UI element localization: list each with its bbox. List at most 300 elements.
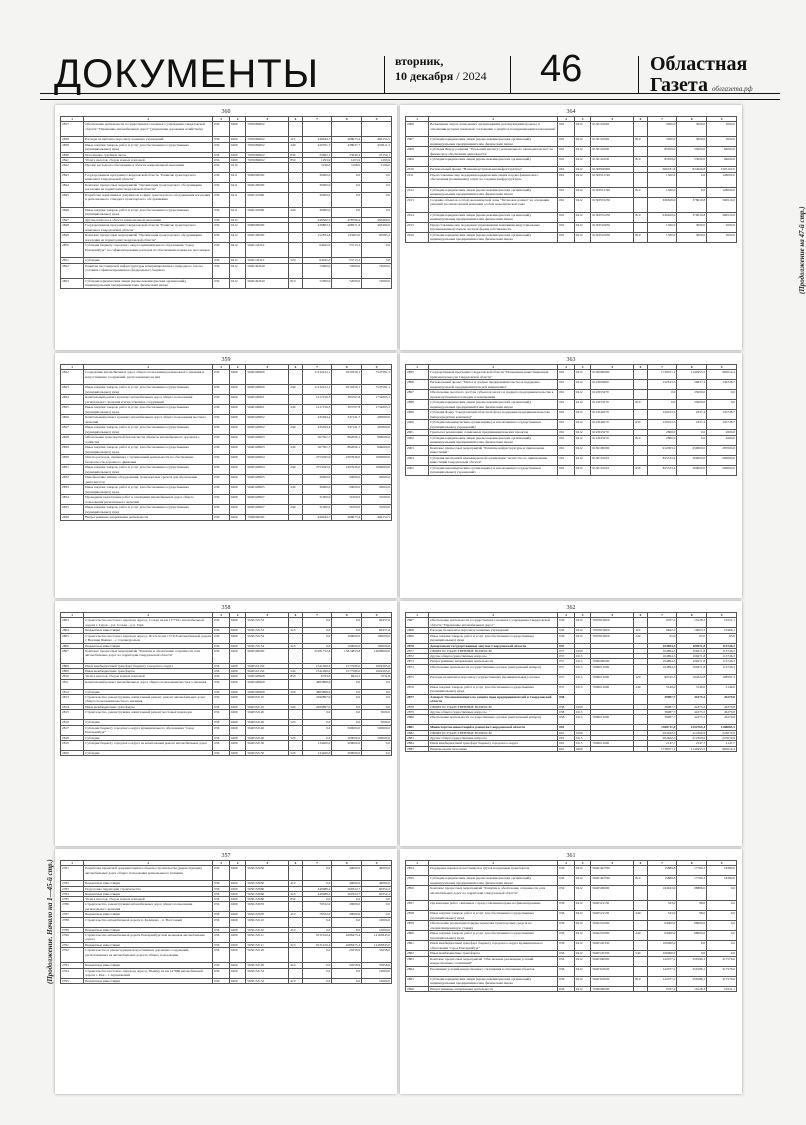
row-number: 2793: [61, 963, 84, 968]
section-code: 0409: [229, 720, 246, 725]
ministry-code: 056: [213, 163, 230, 173]
row-number: 2822: [61, 370, 84, 385]
amount-2025: 446944,7: [302, 515, 332, 520]
expense-type: 850: [289, 157, 302, 162]
expense-type: 850: [289, 897, 302, 902]
expense-type: 850: [289, 674, 302, 679]
amount-2027: 18380,0: [707, 866, 737, 876]
row-description: Капитальный ремонт и ремонт автомобильных дорог общего пользования регионального значения и искусственных сооружений: [84, 395, 213, 405]
section-code: 0409: [229, 475, 246, 485]
ministry-code: 061: [558, 435, 575, 445]
amount-2026: 20000,0: [332, 902, 362, 912]
row-description: Обеспечение деятельности государственного казенного учреждения Свердловской области "Управление автомобильных дорог": [429, 618, 558, 628]
row-number: 2812: [61, 689, 84, 694]
expense-type: 240: [634, 633, 647, 643]
amount-2025: 100000,0: [647, 951, 677, 956]
ministry-code: 056: [213, 465, 230, 475]
amount-2026: 100000,0: [332, 633, 362, 643]
ministry-code: 056: [558, 628, 575, 633]
table-row: [406, 400, 737, 410]
column-header: 9: [707, 861, 737, 866]
target-code: 6123I55270: [591, 390, 634, 400]
row-description: Непрограммные направления деятельности: [429, 659, 558, 664]
amount-2027: 43279,8: [707, 710, 737, 715]
expense-type: [289, 618, 302, 628]
amount-2027: 40000,0: [362, 881, 392, 886]
row-number: 2838: [61, 137, 84, 142]
amount-2027: 3000,0: [707, 137, 737, 147]
amount-2026: [332, 122, 362, 137]
expense-type: 410: [289, 881, 302, 886]
ministry-code: 056: [213, 695, 230, 705]
ministry-code: 061: [558, 730, 575, 735]
section-code: 0400: [574, 746, 591, 751]
expense-type: [634, 966, 647, 976]
target-code: 7005082Б02: [246, 152, 289, 157]
amount-2025: 64945,0: [302, 243, 332, 258]
amount-2025: 120013,5: [647, 410, 677, 420]
amount-2026: 4286475,4: [332, 933, 362, 943]
ministry-code: 056: [213, 455, 230, 465]
expense-type: 410: [289, 943, 302, 948]
section-code: 0412: [574, 212, 591, 222]
row-number: 2907: [406, 137, 429, 147]
row-number: 2825: [61, 405, 84, 415]
row-description: Обеспечение льготного доступа субъектов малого и среднего предпринимательства к производственным площадям и помещениям: [429, 390, 558, 400]
row-number: 2794: [61, 968, 84, 978]
table-row: [406, 633, 737, 643]
amount-2026: 9310259,1: [332, 385, 362, 395]
target-code: 6123I45270: [591, 430, 634, 435]
amount-2025: 85059,0: [647, 147, 677, 157]
row-number: 2839: [61, 142, 84, 152]
ministry-code: 056: [213, 886, 230, 891]
amount-2025: 30000,0: [302, 183, 332, 193]
target-code: 5640520Б01: [246, 395, 289, 405]
amount-2026: 41675,5: [677, 704, 707, 709]
amount-2027: 1732695,1: [362, 395, 392, 405]
section-code: 0412: [574, 976, 591, 986]
ministry-code: 056: [213, 218, 230, 223]
row-number: 2851: [61, 258, 84, 263]
row-number: 2870: [406, 643, 429, 648]
amount-2026: 1140455,5: [677, 370, 707, 380]
amount-2025: 0,0: [302, 897, 332, 902]
row-description: Иные закупки товаров, работ и услуг для обеспечения государственных (муниципальных) нужд: [84, 465, 213, 475]
row-description: Иные закупки товаров, работ и услуг для обеспечения государственных (муниципальных) нужд: [84, 445, 213, 455]
row-description: ОБЩЕГОСУДАРСТВЕННЫЕ ВОПРОСЫ: [429, 704, 558, 709]
target-code: 7005082Б02: [246, 142, 289, 152]
amount-2027: 1900000,0: [362, 465, 392, 475]
row-description: Обеспечение реализации порядка перевозки транспортных средств на специализированную стоянку: [429, 921, 558, 931]
amount-2025: 134400,0: [302, 740, 332, 750]
table-row: [406, 455, 737, 465]
section-code: 0411: [229, 173, 246, 183]
budget-table: [405, 612, 737, 752]
amount-2025: 0,0: [302, 948, 332, 963]
page-number: 46: [540, 48, 583, 90]
row-description: Субсидии юридическим лицам (кроме некоммерческих организаций): [429, 157, 558, 167]
target-code: 5640520Б05: [246, 485, 289, 495]
amount-2025: 104894,3: [647, 659, 677, 664]
table-row: [61, 193, 392, 208]
column-header: 7: [302, 613, 332, 618]
target-code: 56301SJ153: [246, 618, 289, 628]
section-code: 0409: [229, 152, 246, 157]
amount-2025: 825533,4: [647, 465, 677, 475]
table-row: [61, 866, 392, 881]
expense-type: [289, 455, 302, 465]
amount-2027: 1188085,3: [707, 725, 737, 730]
row-description: Гранты на реализацию социальных предпринимательских проектов: [429, 430, 558, 435]
amount-2026: 31000,0: [332, 495, 362, 505]
table-row: [61, 902, 392, 912]
target-code: 6130110030: [591, 157, 634, 167]
table-row: [61, 435, 392, 445]
target-code: 7009011000: [591, 741, 634, 746]
section-code: 0409: [229, 648, 246, 663]
amount-2027: 1900000,0: [362, 455, 392, 465]
target-code: 56405SJ120: [246, 720, 289, 725]
expense-type: [289, 243, 302, 258]
ministry-code: 056: [213, 710, 230, 720]
target-code: 6123I40270: [591, 420, 634, 430]
table-row: [61, 278, 392, 288]
column-header: 1: [61, 613, 84, 618]
amount-2026: 0,0: [332, 183, 362, 193]
column-header: 3: [558, 365, 575, 370]
target-code: 5640110060: [246, 208, 289, 218]
document-sheet-363: [400, 353, 742, 598]
target-code: 56405SJ140: [246, 735, 289, 740]
newspaper-url: облгазета.рф: [711, 85, 753, 93]
section-code: [574, 694, 591, 704]
amount-2025: 100000,0: [647, 941, 677, 951]
row-number: 2832: [61, 475, 84, 485]
amount-2025: 11132412,1: [302, 385, 332, 395]
amount-2026: 31000,0: [332, 505, 362, 515]
target-code: 56301SJ060: [246, 897, 289, 902]
table-row: [406, 445, 737, 455]
expense-type: 520: [289, 720, 302, 725]
amount-2025: 15889,8: [647, 876, 677, 886]
section-code: 0409: [229, 705, 246, 710]
target-code: 6130110010: [591, 465, 634, 475]
ministry-code: 056: [213, 515, 230, 520]
amount-2026: 68886,0: [677, 886, 707, 901]
amount-2025: 31000,0: [302, 505, 332, 515]
row-description: Оплата расходов, связанных с организацией деятельности по обеспечению безопасности дорожного движения: [84, 455, 213, 465]
column-header: 1: [406, 613, 429, 618]
amount-2027: 3000,0: [707, 232, 737, 242]
amount-2027: 0,0: [362, 750, 392, 755]
amount-2027: 317576,6: [707, 976, 737, 986]
row-number: 2813: [61, 695, 84, 705]
column-header: 5: [591, 365, 634, 370]
ministry-code: 056: [213, 933, 230, 943]
expense-type: 630: [634, 465, 647, 475]
row-number: 2861: [406, 941, 429, 951]
expense-type: 810: [634, 187, 647, 197]
amount-2026: 1352765,4: [677, 725, 707, 730]
amount-2025: 122077,2: [647, 956, 677, 966]
section-code: 0412: [574, 465, 591, 475]
row-number: 2830: [61, 455, 84, 465]
row-number: 2864: [406, 966, 429, 976]
continued-note-right: (Продолжение на 47-й стр.): [798, 206, 806, 294]
expense-type: [634, 455, 647, 465]
ministry-code: 061: [558, 455, 575, 465]
row-description: Бюджетные инвестиции: [84, 978, 213, 983]
table-row: [406, 380, 737, 390]
row-number: 2872: [406, 654, 429, 659]
amount-2025: 3196,0: [302, 163, 332, 173]
target-code: 6130110030: [591, 147, 634, 157]
ministry-code: 056: [213, 157, 230, 162]
expense-type: 810: [634, 976, 647, 986]
expense-type: [634, 956, 647, 966]
table-row: [61, 223, 392, 233]
target-code: 5640520Б03: [246, 435, 289, 445]
amount-2026: 0,0: [677, 941, 707, 951]
amount-2027: 7547581,1: [362, 385, 392, 395]
amount-2025: 64945,0: [302, 258, 332, 263]
target-code: 5640520Б03: [246, 445, 289, 455]
amount-2025: 15889,8: [647, 866, 677, 876]
table-row: [61, 142, 392, 152]
section-code: 0412: [574, 866, 591, 876]
amount-2026: 23649,4: [332, 152, 362, 157]
amount-2027: 450611,3: [362, 142, 392, 152]
target-code: 6130110020: [591, 137, 634, 147]
amount-2027: 0,0: [362, 258, 392, 263]
table-row: [406, 232, 737, 242]
ministry-code: 056: [213, 891, 230, 896]
table-row: [61, 163, 392, 173]
amount-2026: 109471,8: [677, 664, 707, 674]
section-code: 0409: [229, 445, 246, 455]
ministry-code: 057: [558, 659, 575, 664]
table-row: [406, 390, 737, 400]
amount-2026: 0,0: [677, 435, 707, 445]
target-code: 56301SJ120: [246, 948, 289, 963]
table-row: [406, 956, 737, 966]
table-row: [61, 978, 392, 983]
row-number: 2911: [406, 172, 429, 187]
section-code: 0113: [574, 664, 591, 674]
expense-type: 110: [289, 137, 302, 142]
row-number: 2880: [406, 715, 429, 725]
section-code: 0409: [229, 633, 246, 643]
amount-2026: 347141,7: [332, 425, 362, 435]
ministry-code: 058: [558, 704, 575, 709]
expense-type: 240: [289, 505, 302, 515]
amount-2027: 35658,6: [362, 963, 392, 968]
amount-2025: 30000,0: [302, 193, 332, 208]
column-header: 4: [229, 117, 246, 122]
row-description: Субсидии юридическим лицам (кроме некоммерческих организаций), индивидуальным предпринимателям, физическим лицам: [429, 976, 558, 986]
target-code: 5640510150: [246, 669, 289, 674]
expense-type: 810: [634, 212, 647, 222]
amount-2027: 10531,1: [707, 986, 737, 991]
column-header: 8: [332, 613, 362, 618]
amount-2027: 0,0: [707, 390, 737, 400]
amount-2025: 122813,5: [647, 380, 677, 390]
amount-2026: 438037,7: [332, 142, 362, 152]
column-header: 4: [229, 613, 246, 618]
target-code: 56301SJ060: [246, 891, 289, 896]
table-row: [406, 664, 737, 674]
row-number: 2860: [406, 931, 429, 941]
row-description: Исполнение судебных актов: [84, 152, 213, 157]
ministry-code: 058: [558, 715, 575, 725]
section-code: 0412: [574, 400, 591, 410]
expense-type: 810: [634, 232, 647, 242]
row-number: 2829: [61, 445, 84, 455]
amount-2026: 256186,1: [677, 966, 707, 976]
amount-2026: 15614853,8: [332, 648, 362, 663]
amount-2026: 20000,0: [332, 475, 362, 485]
target-code: 7000000000: [246, 515, 289, 520]
amount-2027: 317576,6: [707, 956, 737, 966]
expense-type: 520: [289, 735, 302, 740]
section-code: 0113: [574, 684, 591, 694]
amount-2027: 1732695,1: [362, 405, 392, 415]
target-code: 5640520Б02: [246, 425, 289, 435]
amount-2027: 0,0: [362, 243, 392, 258]
section-code: 0412: [574, 455, 591, 465]
expense-type: 110: [634, 628, 647, 633]
column-header: 3: [213, 613, 230, 618]
ministry-code: 061: [558, 400, 575, 410]
table-row: [61, 648, 392, 663]
section-code: 0409: [229, 695, 246, 705]
expense-type: 240: [634, 911, 647, 921]
row-description: Субсидии: [84, 735, 213, 740]
sheet-page-number: 359: [221, 357, 231, 363]
amount-2026: 72000,0: [332, 278, 362, 288]
amount-2025: 23692,1: [302, 152, 332, 157]
ministry-code: 056: [213, 881, 230, 886]
ministry-code: 056: [213, 917, 230, 927]
ministry-code: 056: [213, 435, 230, 445]
amount-2026: 55000,0: [677, 147, 707, 157]
amount-2026: 393797,8: [332, 395, 362, 405]
row-description: Проведение кадастровых работ в отношении автомобильных дорог общего пользования регионального значения: [84, 495, 213, 505]
expense-type: [634, 901, 647, 911]
column-header: 1: [61, 861, 84, 866]
amount-2027: 500000,0: [362, 735, 392, 740]
expense-type: [634, 715, 647, 725]
row-number: 2781: [61, 866, 84, 881]
ministry-code: 061: [558, 212, 575, 222]
column-header: 2: [84, 861, 213, 866]
section-title: ДОКУМЕНТЫ: [54, 52, 320, 96]
section-code: 0409: [229, 370, 246, 385]
row-number: 2833: [61, 485, 84, 495]
amount-2027: 965014,4: [707, 746, 737, 751]
amount-2025: 1541496,0: [302, 663, 332, 668]
column-header: 6: [289, 613, 302, 618]
section-code: 0409: [229, 750, 246, 755]
amount-2025: 9707,2: [647, 986, 677, 991]
ministry-code: 056: [213, 740, 230, 750]
column-header: 1: [406, 117, 429, 122]
table-row: [61, 445, 392, 455]
row-number: 2808: [61, 663, 84, 668]
column-header: 3: [213, 861, 230, 866]
expense-type: [289, 633, 302, 643]
sheet-page-number: 363: [566, 357, 576, 363]
sheet-page-number: 357: [221, 853, 231, 859]
document-sheet-357: [55, 849, 397, 1094]
section-code: 0409: [229, 157, 246, 162]
row-description: Строительство, реконструкция, капитальный ремонт, ремонт автомобильных дорог общего пользования местного значения: [84, 695, 213, 705]
amount-2025: 134400,0: [302, 750, 332, 755]
amount-2026: 55000,0: [677, 157, 707, 167]
amount-2027: 10000,0: [362, 927, 392, 932]
amount-2026: 5149,0: [677, 684, 707, 694]
amount-2025: 420761,7: [302, 142, 332, 152]
amount-2025: 0,0: [302, 978, 332, 983]
row-number: 2871: [406, 648, 429, 653]
expense-type: [634, 147, 647, 157]
section-code: 0412: [574, 956, 591, 966]
section-code: 0412: [229, 278, 246, 288]
ministry-code: 056: [213, 485, 230, 495]
target-code: 5640510150: [246, 663, 289, 668]
column-header: 3: [558, 861, 575, 866]
ministry-code: 056: [213, 628, 230, 633]
expense-type: [289, 710, 302, 720]
expense-type: [289, 866, 302, 881]
row-number: 2909: [406, 157, 429, 167]
amount-2027: 113746,3: [707, 664, 737, 674]
amount-2025: 2147,7: [647, 741, 677, 746]
amount-2026: 500000,0: [332, 725, 362, 735]
amount-2026: 3000,0: [677, 122, 707, 137]
amount-2026: 862090,1: [332, 445, 362, 455]
row-description: Иные закупки товаров, работ и услуг для обеспечения государственных (муниципальных) нужд: [84, 485, 213, 495]
ministry-code: 056: [213, 258, 230, 263]
ministry-code: 056: [213, 720, 230, 725]
amount-2026: 98,0: [677, 901, 707, 911]
row-description: Непрограммные направления деятельности: [429, 986, 558, 991]
target-code: 56301SJ110: [246, 917, 289, 927]
amount-2027: 113746,3: [707, 643, 737, 648]
amount-2027: 136338,7: [707, 380, 737, 390]
expense-type: 810: [634, 876, 647, 886]
section-code: 0409: [229, 385, 246, 395]
section-code: 0409: [229, 122, 246, 137]
ministry-code: 056: [213, 193, 230, 208]
amount-2027: 463469,0: [362, 223, 392, 233]
section-code: 0409: [229, 912, 246, 917]
amount-2025: 3000,0: [647, 137, 677, 147]
amount-2025: 39987,7: [647, 704, 677, 709]
section-code: 0412: [574, 633, 591, 643]
table-row: [406, 866, 737, 876]
column-header: 3: [558, 117, 575, 122]
amount-2027: 1602263,0: [362, 663, 392, 668]
row-description: Субсидия автономной некоммерческой организации "Агентство по привлечению инвестиций Свердловской области": [429, 455, 558, 465]
amount-2026: 25000,0: [677, 400, 707, 410]
amount-2027: 223070,9: [707, 730, 737, 735]
amount-2026: 17760,3: [677, 866, 707, 876]
target-code: 613И555230: [591, 197, 634, 212]
ministry-code: 058: [558, 710, 575, 715]
expense-type: [289, 183, 302, 193]
